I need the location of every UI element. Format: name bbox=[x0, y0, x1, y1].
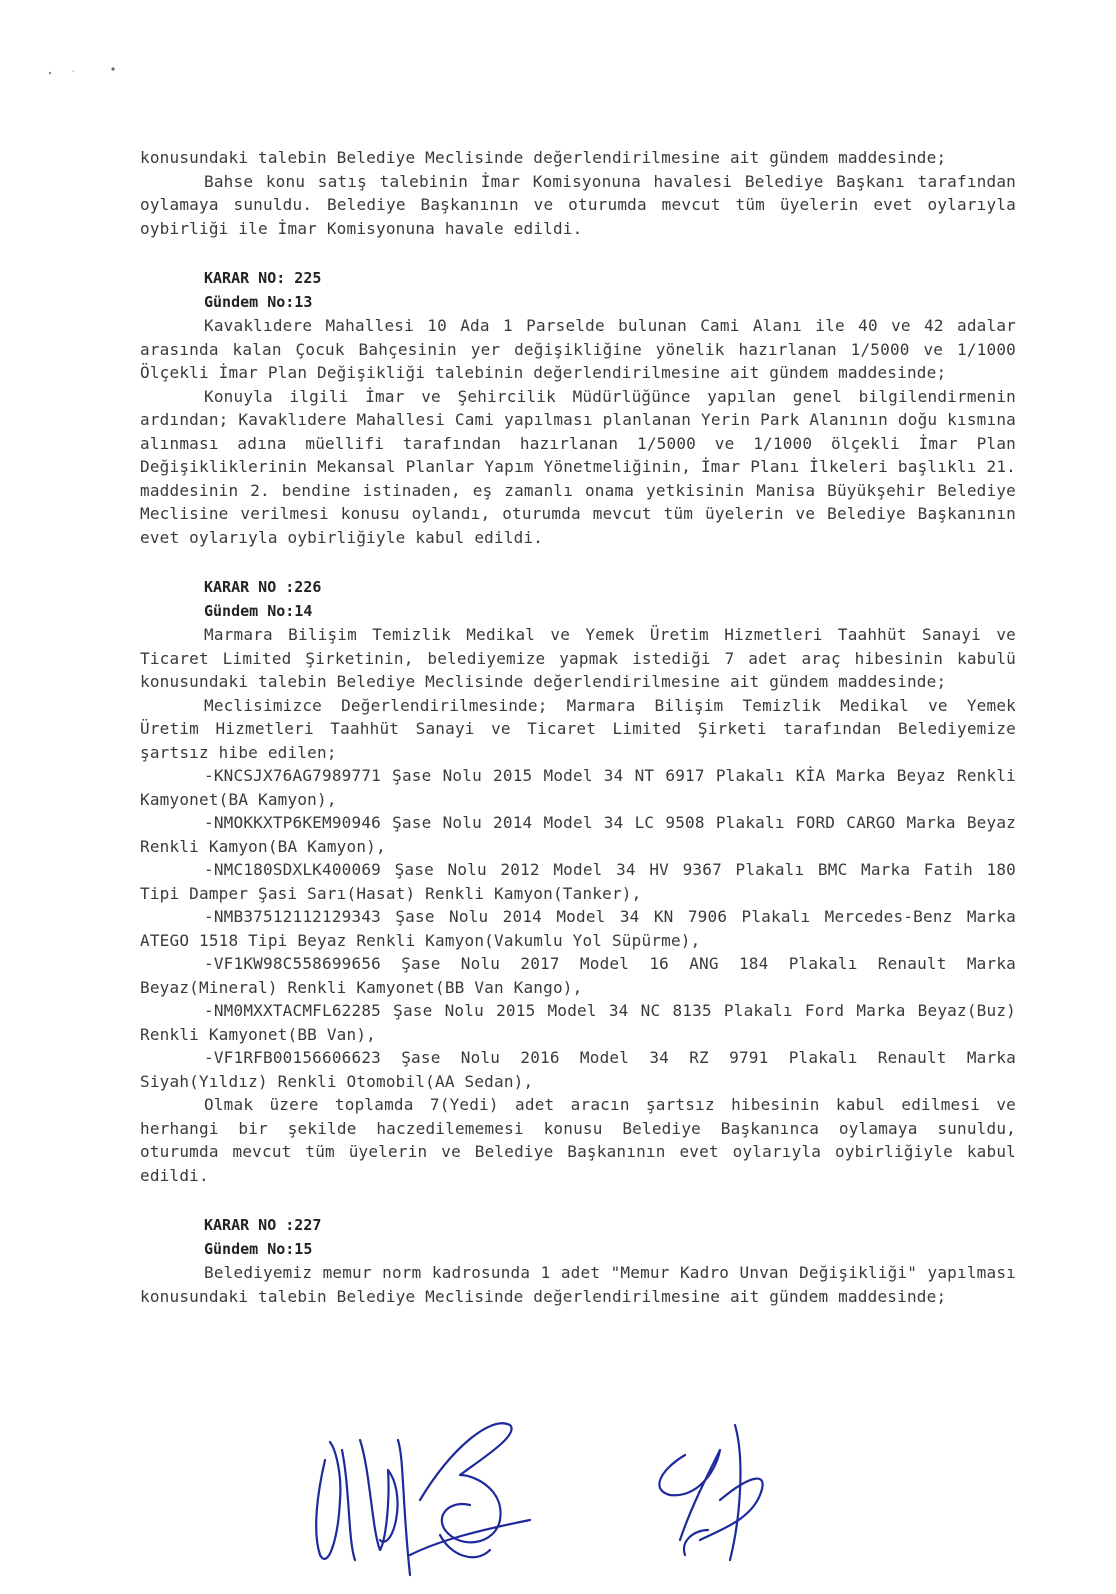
decision-number: KARAR NO: 225 bbox=[204, 269, 322, 287]
vehicle-item: -NMB37512112129343 Şase Nolu 2014 Model 34 KN 7906 Plakalı Mercedes-Benz Marka ATEGO 1518 Tipi Beyaz Renkli Kamyon(Vakumlu Yol Süpürme), bbox=[140, 907, 1016, 950]
decision-subject: Belediyemiz memur norm kadrosunda 1 adet "Memur Kadro Unvan Değişikliği" yapılması konusundaki talebin Belediye Meclisinde değerlendirilmesine ait gündem maddesinde; bbox=[140, 1263, 1016, 1306]
decision-226 bbox=[140, 575, 1016, 1187]
decision-227 bbox=[140, 1213, 1016, 1308]
vehicle-item: -VF1KW98C558699656 Şase Nolu 2017 Model 16 ANG 184 Plakalı Renault Marka Beyaz(Mineral) Renkli Kamyonet(BB Van Kango), bbox=[140, 954, 1016, 997]
document-page bbox=[140, 146, 1016, 1308]
decision-body: Konuyla ilgili İmar ve Şehircilik Müdürlüğünce yapılan genel bilgilendirmenin ardından; Kavaklıdere Mahallesi Cami yapılması planlanan Yerin Park Alanının doğu kısmına alınması adına müellifi tarafından hazırlanan 1/5000 ve 1/1000 ölçekli İmar Plan Değişikliklerinin Mekansal Planlar Yapım Yönetmeliğinin, İmar Planı İlkeleri başlıklı 21. maddesinin 2. bendine istinaden, eş zamanlı onama yetkisinin Manisa Büyükşehir Belediye Meclisine verilmesi konusu oylandı, oturumda mevcut tüm üyelerin ve Belediye Başkanının evet oylarıyla oybirliğiyle kabul edildi. bbox=[140, 386, 1016, 547]
vehicle-item: -VF1RFB00156606623 Şase Nolu 2016 Model 34 RZ 9791 Plakalı Renault Marka Siyah(Yıldız) Renkli Otomobil(AA Sedan), bbox=[140, 1048, 1016, 1091]
decision-number: KARAR NO :226 bbox=[204, 578, 322, 596]
agenda-number: Gündem No:15 bbox=[204, 1240, 313, 1258]
vehicle-item: -NM0MXXTACMFL62285 Şase Nolu 2015 Model 34 NC 8135 Plakalı Ford Marka Beyaz(Buz) Renkli Kamyonet(BB Van), bbox=[140, 1001, 1016, 1044]
vehicle-list bbox=[140, 764, 1016, 1093]
vehicle-item: -NMC180SDXLK400069 Şase Nolu 2012 Model 34 HV 9367 Plakalı BMC Marka Fatih 180 Tipi Damper Şasi Sarı(Hasat) Renkli Kamyon(Tanker), bbox=[140, 860, 1016, 903]
decision-number: KARAR NO :227 bbox=[204, 1216, 322, 1234]
vehicle-item: -NMOKKXTP6KEM90946 Şase Nolu 2014 Model 34 LC 9508 Plakalı FORD CARGO Marka Beyaz Renkli Kamyon(BA Kamyon), bbox=[140, 813, 1016, 856]
decision-subject: Kavaklıdere Mahallesi 10 Ada 1 Parselde bulunan Cami Alanı ile 40 ve 42 adalar arasında kalan Çocuk Bahçesinin yer değişikliğine yönelik hazırlanan 1/5000 ve 1/1000 Ölçekli İmar Plan Değişikliği talebinin değerlendirilmesine ait gündem maddesinde; bbox=[140, 316, 1016, 382]
signature-1 bbox=[316, 1440, 410, 1575]
intro-paragraph-2: Bahse konu satış talebinin İmar Komisyonuna havalesi Belediye Başkanı tarafından oylamaya sunuldu. Belediye Başkanının ve oturumda mevcut tüm üyelerin evet oylarıyla oybirliği ile İmar Komisyonuna havale edildi. bbox=[140, 171, 1016, 238]
agenda-number: Gündem No:13 bbox=[204, 293, 313, 311]
intro-paragraph-1: konusundaki talebin Belediye Meclisinde değerlendirilmesine ait gündem maddesinde; bbox=[140, 148, 947, 167]
scan-specks bbox=[40, 60, 140, 80]
decision-body: Meclisimizce Değerlendirilmesinde; Marmara Bilişim Temizlik Medikal ve Yemek Üretim Hizmetleri Taahhüt Sanayi ve Ticaret Limited Şirketi tarafından Belediyemize şartsız hibe edilen; bbox=[140, 695, 1016, 762]
signature-3 bbox=[659, 1425, 762, 1560]
decision-225 bbox=[140, 266, 1016, 549]
signature-2 bbox=[410, 1423, 530, 1557]
agenda-number: Gündem No:14 bbox=[204, 602, 313, 620]
vehicle-item: -KNCSJX76AG7989771 Şase Nolu 2015 Model 34 NT 6917 Plakalı KİA Marka Beyaz Renkli Kamyonet(BA Kamyon), bbox=[140, 766, 1016, 809]
decision-result: Olmak üzere toplamda 7(Yedi) adet aracın şartsız hibesinin kabul edilmesi ve herhangi bir şekilde haczedilememesi konusu Belediye Başkanınca oylamaya sunuldu, oturumda mevcut tüm üyelerin ve Belediye Başkanının evet oylarıyla oybirliğiyle kabul edildi. bbox=[140, 1095, 1016, 1185]
signatures bbox=[300, 1380, 820, 1590]
decision-subject: Marmara Bilişim Temizlik Medikal ve Yemek Üretim Hizmetleri Taahhüt Sanayi ve Ticaret Limited Şirketinin, belediyemize yapmak istediği 7 adet araç hibesinin kabulü konusundaki talebin Belediye Meclisinde değerlendirilmesine ait gündem maddesinde; bbox=[140, 625, 1016, 691]
